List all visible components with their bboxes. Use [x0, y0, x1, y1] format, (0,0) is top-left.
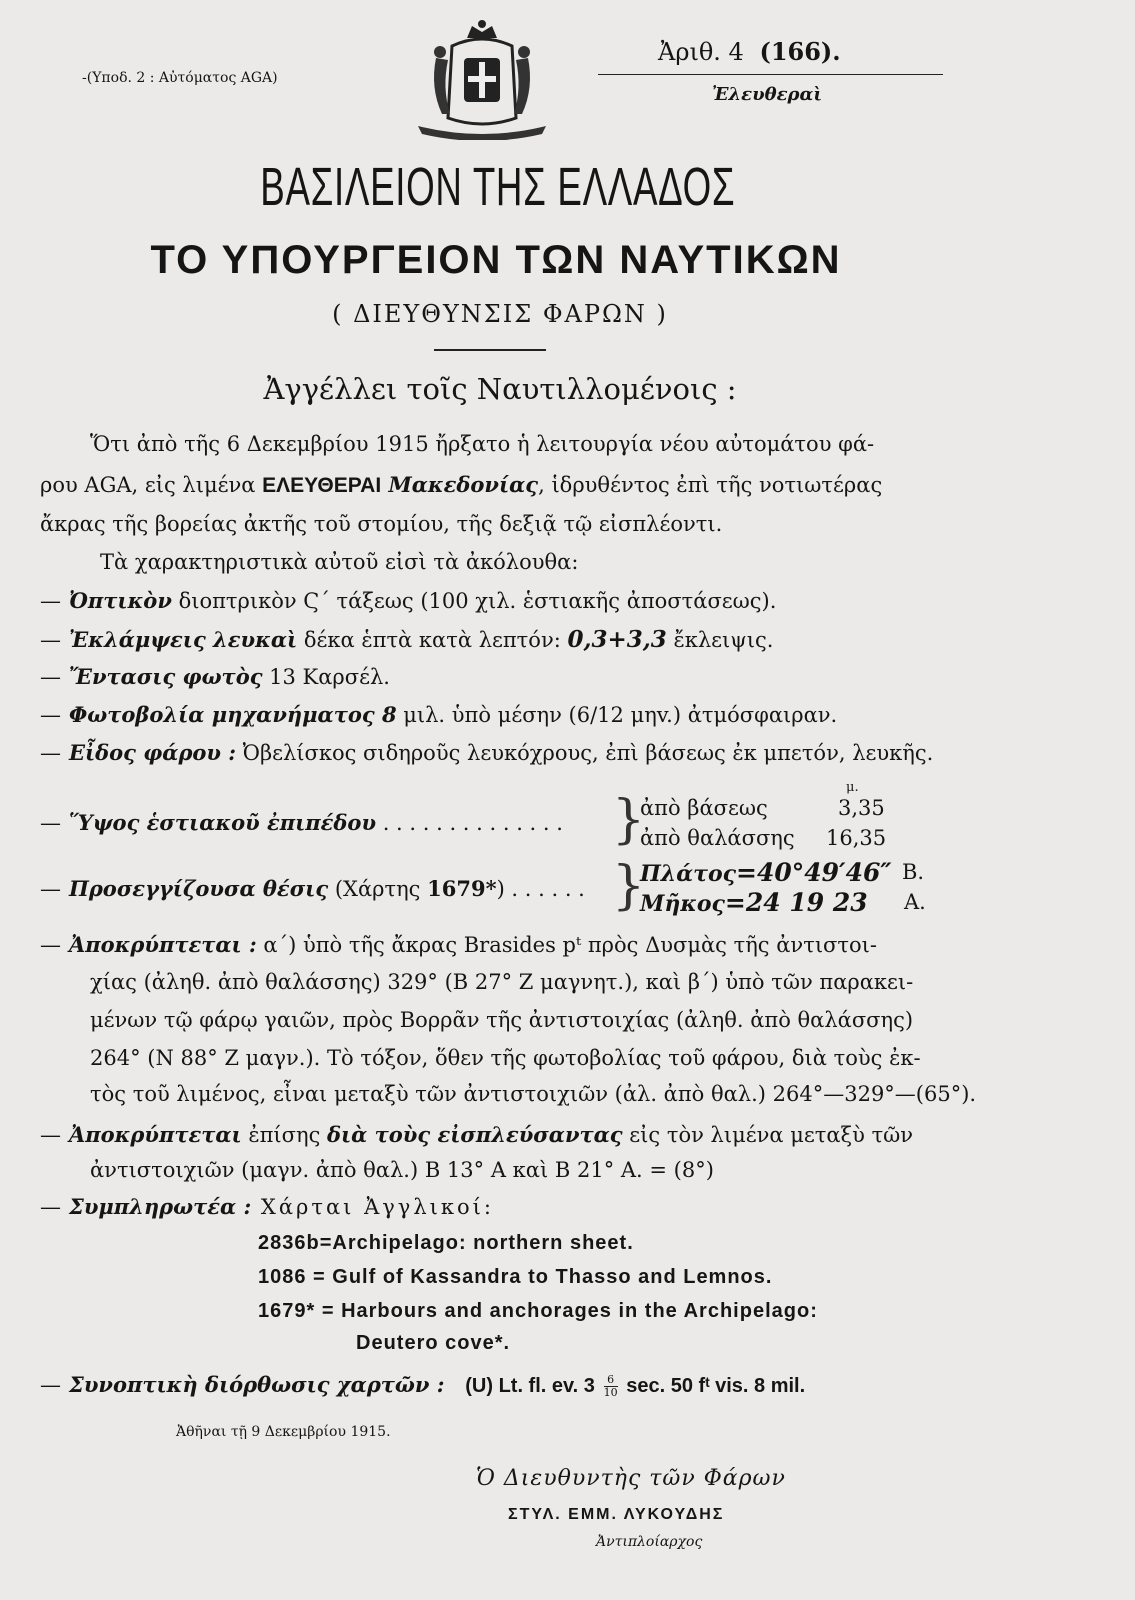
- footer-date: Ἀθῆναι τῇ 9 Δεκεμβρίου 1915.: [176, 1424, 391, 1440]
- height-unit: μ.: [846, 780, 859, 795]
- height-base-label: ἀπὸ βάσεως: [640, 796, 768, 820]
- directorate-subtitle: ( ΔΙΕΥΘΥΝΣΙΣ ΦΑΡΩΝ ): [332, 300, 668, 328]
- latitude-dir: Β.: [902, 860, 925, 884]
- height-base-value: 3,35: [838, 796, 885, 820]
- director-rank: Ἀντιπλοίαρχος: [596, 1534, 703, 1550]
- header-rule: [598, 74, 943, 75]
- item-type: — Εἶδος φάρου : Ὀβελίσκος σιδηροῦς λευκόχρους, ἐπὶ βάσεως ἐκ μπετόν, λευκῆς.: [40, 740, 934, 765]
- item-optic: — Ὀπτικὸν διοπτρικὸν Ϛ΄ τάξεως (100 χιλ. ἑστιακῆς ἀποστάσεως).: [40, 588, 777, 613]
- obscured-line-4: 264° (Ν 88° Ζ μαγν.). Τὸ τόξον, ὅθεν τῆς φωτοβολίας τοῦ φάρου, διὰ τοὺς ἐκ-: [90, 1046, 921, 1070]
- harbour-name: ΕΛΕΥΘΕΡΑΙ: [262, 474, 382, 497]
- height-sea-value: 16,35: [826, 826, 887, 850]
- item-intensity: — Ἔντασις φωτὸς 13 Καρσέλ.: [40, 664, 390, 689]
- intro-line-3: ἄκρας τῆς βορείας ἀκτῆς τοῦ στομίου, τῆς δεξιᾷ τῷ εἰσπλέοντι.: [40, 512, 723, 536]
- item-flashes: — Ἐκλάμψεις λευκαὶ δέκα ἑπτὰ κατὰ λεπτόν: 0,3+3,3 ἔκλειψις.: [40, 626, 774, 653]
- obscured-also-line-2: ἀντιστοιχιῶν (μαγν. ἀπὸ θαλ.) Β 13° Α καὶ Β 21° Α. = (8°): [90, 1158, 714, 1182]
- announce-heading: Ἀγγέλλει τοῖς Ναυτιλλομένοις :: [263, 372, 737, 406]
- chart-1086: 1086 = Gulf of Kassandra to Thasso and Lemnos.: [258, 1266, 773, 1288]
- chart-1679: 1679* = Harbours and anchorages in the Archipelago:: [258, 1300, 818, 1322]
- intro-line-2: ρου AGA, εἰς λιμένα ΕΛΕΥΘΕΡΑΙ Μακεδονίας, ἱδρυθέντος ἐπὶ τῆς νοτιωτέρας: [40, 472, 883, 497]
- director-name: ΣΤΥΛ. ΕΜΜ. ΛΥΚΟΥΔΗΣ: [508, 1506, 725, 1523]
- obscured-line-3: μένων τῷ φάρῳ γαιῶν, πρὸς Βορρᾶν τῆς ἀντιστοιχίας (ἀληθ. ἀπὸ θαλάσσης): [90, 1008, 914, 1032]
- document-number: [658, 37, 841, 66]
- obscured-also-line-1: — Ἀποκρύπτεται ἐπίσης διὰ τοὺς εἰσπλεύσαντας εἰς τὸν λιμένα μεταξὺ τῶν: [40, 1122, 914, 1147]
- height-brace: }: [612, 790, 646, 850]
- number-paren: (166).: [759, 37, 841, 66]
- item-range: — Φωτοβολία μηχανήματος 8 μιλ. ὑπὸ μέσην (6/12 μηv.) ἀτμόσφαιραν.: [40, 702, 838, 727]
- royal-coat-of-arms-emblem: [412, 18, 552, 140]
- obscured-line-1: — Ἀποκρύπτεται : α΄) ὑπὸ τῆς ἄκρας Brasides pᵗ πρὸς Δυσμὰς τῆς ἀντιστοι-: [40, 932, 877, 957]
- header-place: Ἐλευθεραὶ: [712, 84, 823, 105]
- chart-2836b: 2836b=Archipelago: northern sheet.: [258, 1232, 634, 1254]
- obscured-line-5: τὸς τοῦ λιμένος, εἶναι μεταξὺ τῶν ἀντιστοιχιῶν (ἀλ. ἀπὸ θαλ.) 264°—329°—(65°).: [90, 1082, 977, 1106]
- item-position: — Προσεγγίζουσα θέσις (Χάρτης 1679*) . . . . . .: [40, 876, 585, 901]
- header-left-note: -(Υποδ. 2 : Αὐτόματος AGA): [82, 70, 278, 86]
- longitude: Μῆκος=24 19 23: [640, 888, 868, 917]
- ministry-title: ΤΟ ΥΠΟΥΡΓΕΙΟΝ ΤΩΝ ΝΑΥΤΙΚΩΝ: [150, 238, 842, 282]
- kingdom-title: ΒΑΣΙΛΕΙΟΝ ΤΗΣ ΕΛΛΑΔΟΣ: [260, 157, 736, 217]
- director-title: Ὁ Διευθυντὴς τῶν Φάρων: [476, 1466, 786, 1491]
- charts-heading: — Συμπληρωτέα : Χάρται Ἀγγλικοί:: [40, 1194, 494, 1219]
- intro-line-1: Ὅτι ἀπὸ τῆς 6 Δεκεμβρίου 1915 ἤρξατο ἡ λειτουργία νέου αὐτομάτου φά-: [90, 432, 875, 456]
- longitude-dir: Α.: [904, 890, 926, 914]
- number-label: Ἀριθ. 4: [658, 38, 744, 66]
- synoptic-correction: — Συνοπτικὴ διόρθωσις χαρτῶν : (U) Lt. fl. ev. 3 $\frac{6}{10}$ sec. 50 fᵗ vis. 8 mil.: [40, 1372, 806, 1399]
- obscured-line-2: χίας (ἀληθ. ἀπὸ θαλάσσης) 329° (Β 27° Ζ μαγνητ.), καὶ β΄) ὑπὸ τῶν παρακει-: [90, 970, 914, 994]
- position-brace: }: [612, 856, 646, 916]
- item-height: — Ὕψος ἑστιακοῦ ἐπιπέδου . . . . . . . . . . . . . .: [40, 810, 563, 835]
- height-sea-label: ἀπὸ θαλάσσης: [640, 826, 795, 850]
- chart-1679-cont: Deutero cove*.: [356, 1332, 511, 1354]
- latitude: Πλάτος=40°49′46″: [640, 858, 892, 887]
- title-rule: [434, 349, 546, 351]
- intro-line-4: Τὰ χαρακτηριστικὰ αὐτοῦ εἰσὶ τὰ ἀκόλουθα:: [100, 550, 579, 574]
